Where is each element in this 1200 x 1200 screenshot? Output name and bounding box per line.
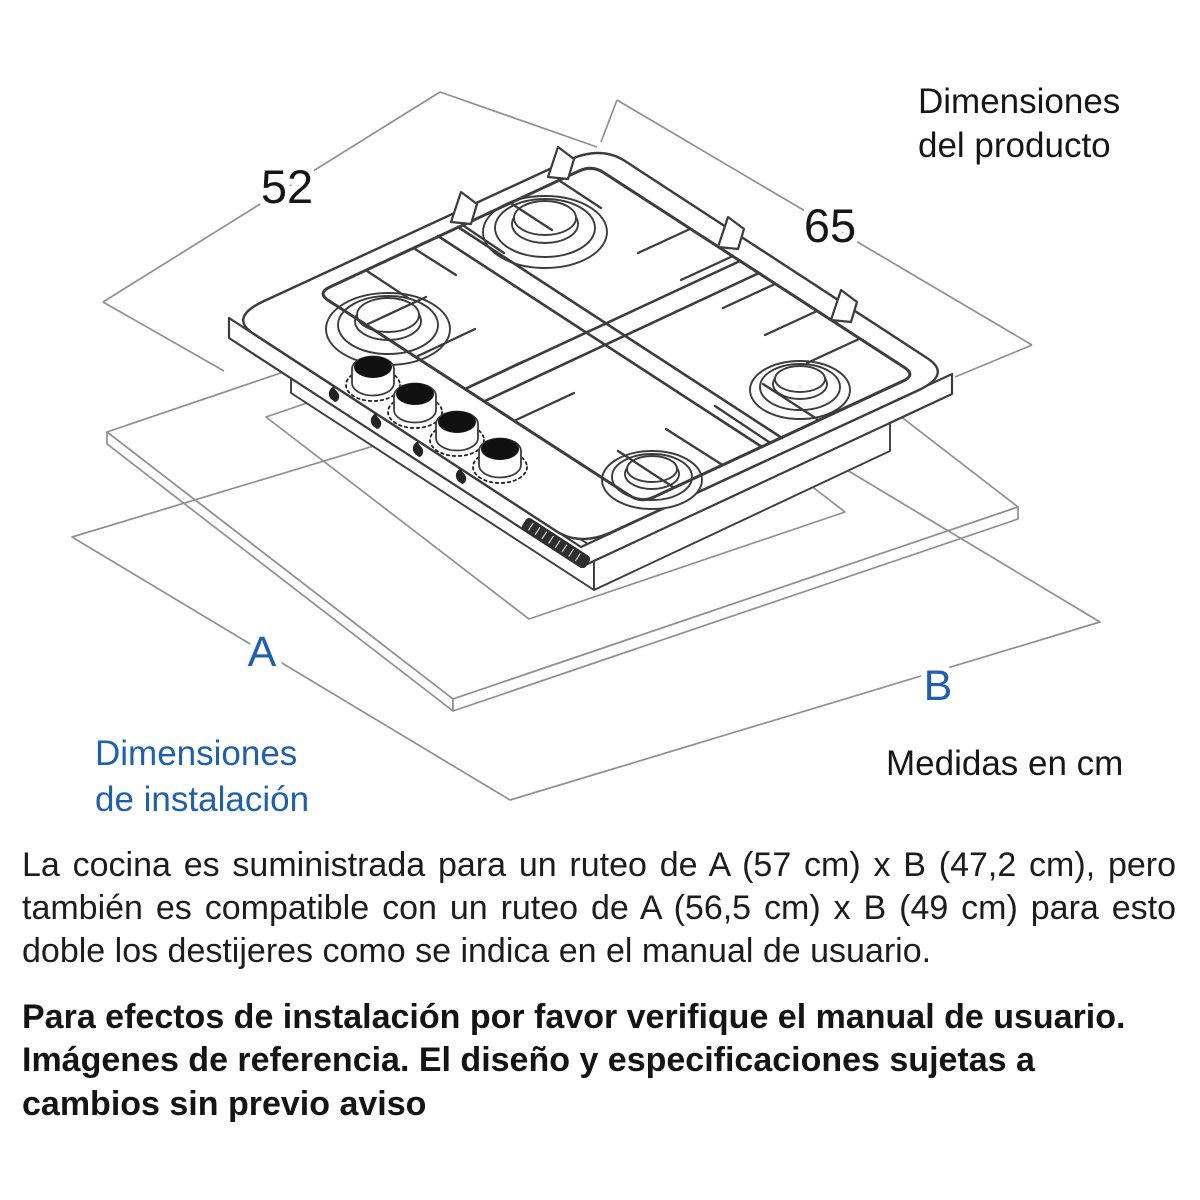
- install-dims-caption: [95, 734, 309, 819]
- units-caption: Medidas en cm: [886, 744, 1124, 783]
- svg-text:Dimensiones: Dimensiones: [918, 82, 1121, 121]
- dimension-width-value: 65: [803, 199, 857, 252]
- supply-paragraph: La cocina es suministrada para un ruteo de A (57 cm) x B (47,2 cm), pero también es compatible con un ruteo de A (56,5 cm) x B (49 cm) para esto doble los destijeres como se indica en el manual de usuario.: [22, 846, 1176, 971]
- svg-text:del producto: del producto: [918, 126, 1111, 165]
- svg-text:Dimensiones: Dimensiones: [95, 734, 298, 773]
- note-paragraph: Para efectos de instalación por favor verifique el manual de usuario. Imágenes de referencia. El diseño y especificaciones sujetas a cambios sin previo aviso: [22, 997, 1126, 1123]
- product-dims-caption: [918, 82, 1120, 165]
- svg-text:de instalación: de instalación: [95, 780, 310, 819]
- burner-left: [326, 293, 450, 365]
- footnotes: [0, 838, 1200, 1126]
- dimension-depth-value: 52: [260, 160, 314, 213]
- burner-right: [750, 361, 850, 419]
- cutout-a-label: A: [247, 628, 277, 676]
- cutout-b-label: B: [923, 662, 953, 710]
